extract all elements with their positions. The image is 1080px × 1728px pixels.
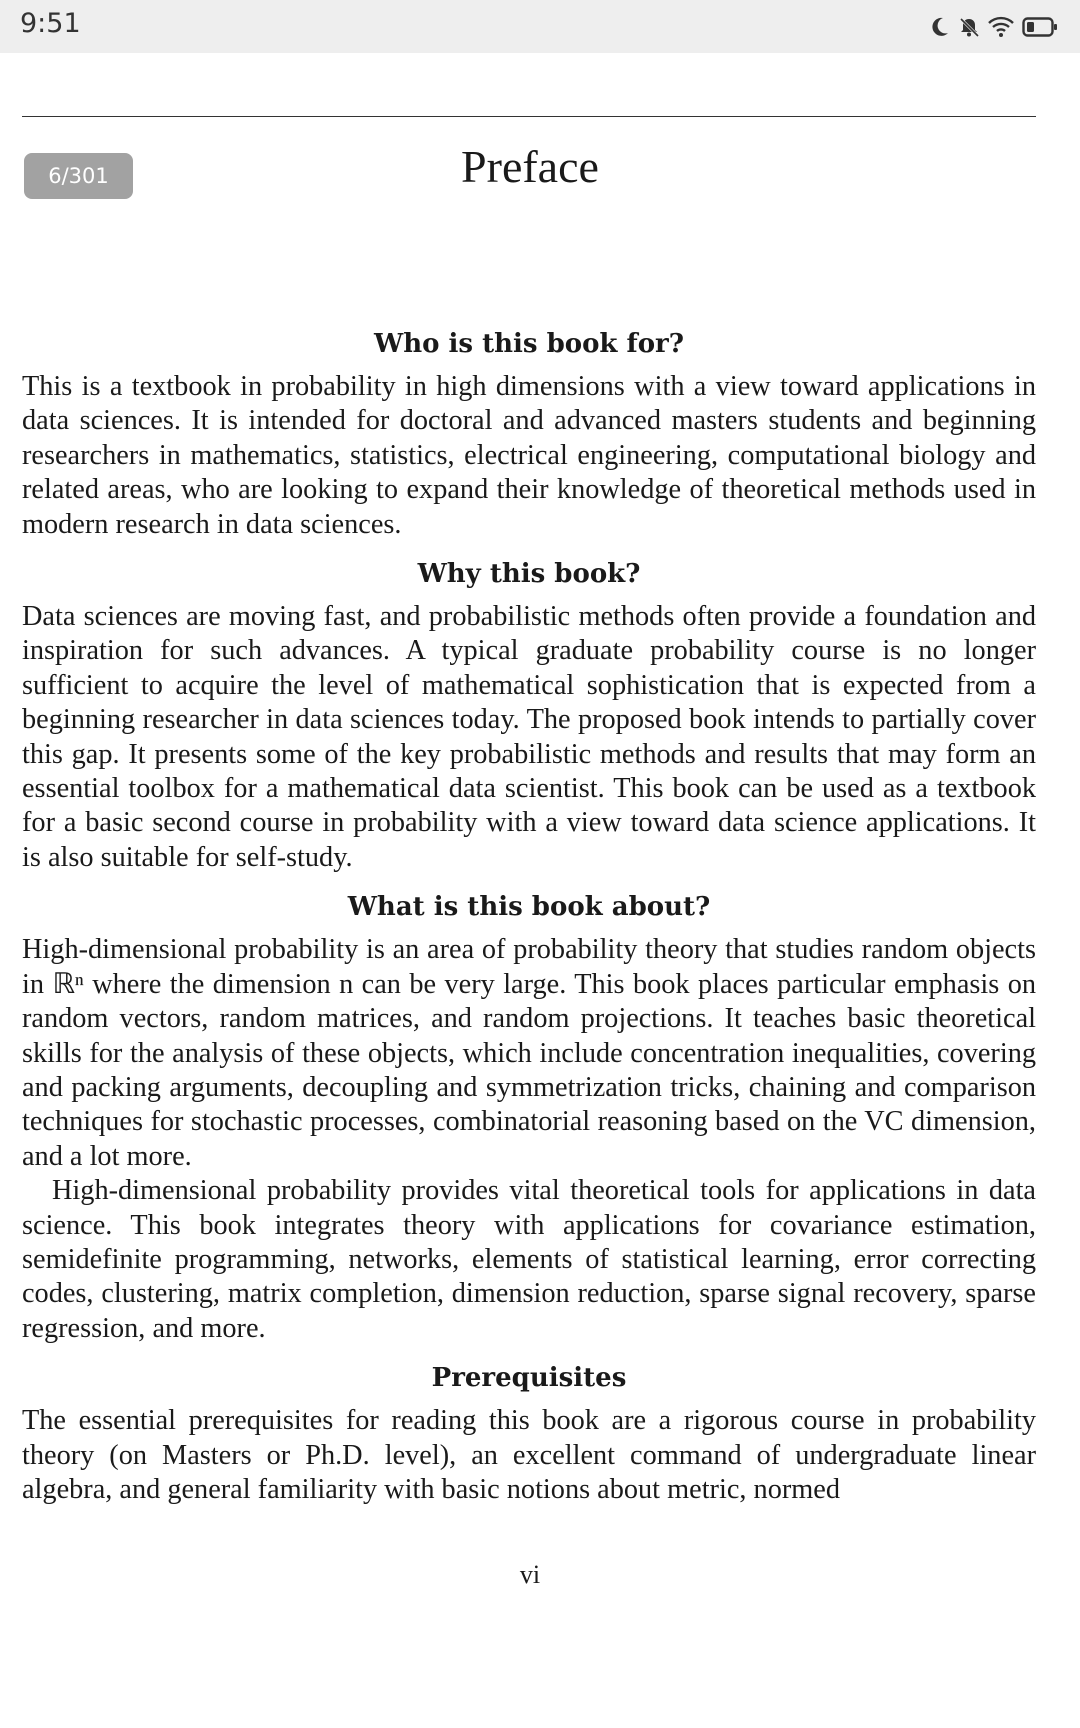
paragraph-prereq: The essential prerequisites for reading this book are a rigorous course in probability theory (on Masters or Ph.D. level), an excellent command of undergraduate linear algebra, and general familiarity with basic notions about metric, normed bbox=[22, 1405, 1036, 1505]
section-heading-about: What is this book about? bbox=[347, 892, 711, 923]
section-heading-why: Why this book? bbox=[417, 559, 641, 590]
status-bar bbox=[0, 0, 1080, 53]
wifi-icon bbox=[988, 16, 1014, 38]
chapter-title: Preface bbox=[461, 141, 599, 192]
page-indicator-badge[interactable]: 6/301 bbox=[24, 153, 133, 199]
paragraph-why: Data sciences are moving fast, and probabilistic methods often provide a foundation and inspiration for such advances. A typical graduate probability course is no longer sufficient to acquire the level of mathematical sophistication that is expected from a beginning researcher in data sciences today. The proposed book intends to partially cover this gap. It presents some of the key probabilistic methods and results that may form an essential toolbox for a mathematical data scientist. This book can be used as a textbook for a basic second course in probability with a view toward data science applications. It is also suitable for self-study. bbox=[22, 601, 1036, 873]
paragraph-about-2: High-dimensional probability provides vital theoretical tools for applications in data science. This book integrates theory with applications for covariance estimation, semidefinite programming, networks, elements of statistical learning, error correcting codes, clustering, matrix completion, dimension reduction, sparse signal recovery, sparse regression, and more. bbox=[22, 1175, 1036, 1344]
battery-icon bbox=[1022, 16, 1058, 38]
section-heading-prereq: Prerequisites bbox=[431, 1363, 627, 1394]
paragraph-about-1: High-dimensional probability is an area of probability theory that studies random objects in ℝⁿ where the dimension n can be very large. This book places particular emphasis on random vectors, random matrices, and random projections. It teaches basic theoretical skills for the analysis of these objects, which include concentration inequalities, covering and packing arguments, decoupling and symmetrization tricks, chaining and comparison techniques for stochastic processes, combinatorial reasoning based on the VC dimension, and a lot more. bbox=[22, 934, 1036, 1172]
page-number: vi bbox=[519, 1560, 541, 1589]
paragraph-who: This is a textbook in probability in high dimensions with a view toward applications in data sciences. It is intended for doctoral and advanced masters students and beginning researchers in mathematics, statistics, electrical engineering, computational biology and related areas, who are looking to expand their knowledge of theoretical methods used in modern research in data sciences. bbox=[22, 371, 1036, 540]
status-time: 9:51 bbox=[20, 8, 81, 39]
page-content bbox=[22, 322, 1036, 1517]
section-heading-who: Who is this book for? bbox=[374, 329, 684, 359]
status-icons bbox=[930, 12, 1058, 42]
bell-off-icon bbox=[958, 16, 980, 38]
moon-icon bbox=[930, 16, 950, 38]
header-rule bbox=[22, 116, 1036, 117]
